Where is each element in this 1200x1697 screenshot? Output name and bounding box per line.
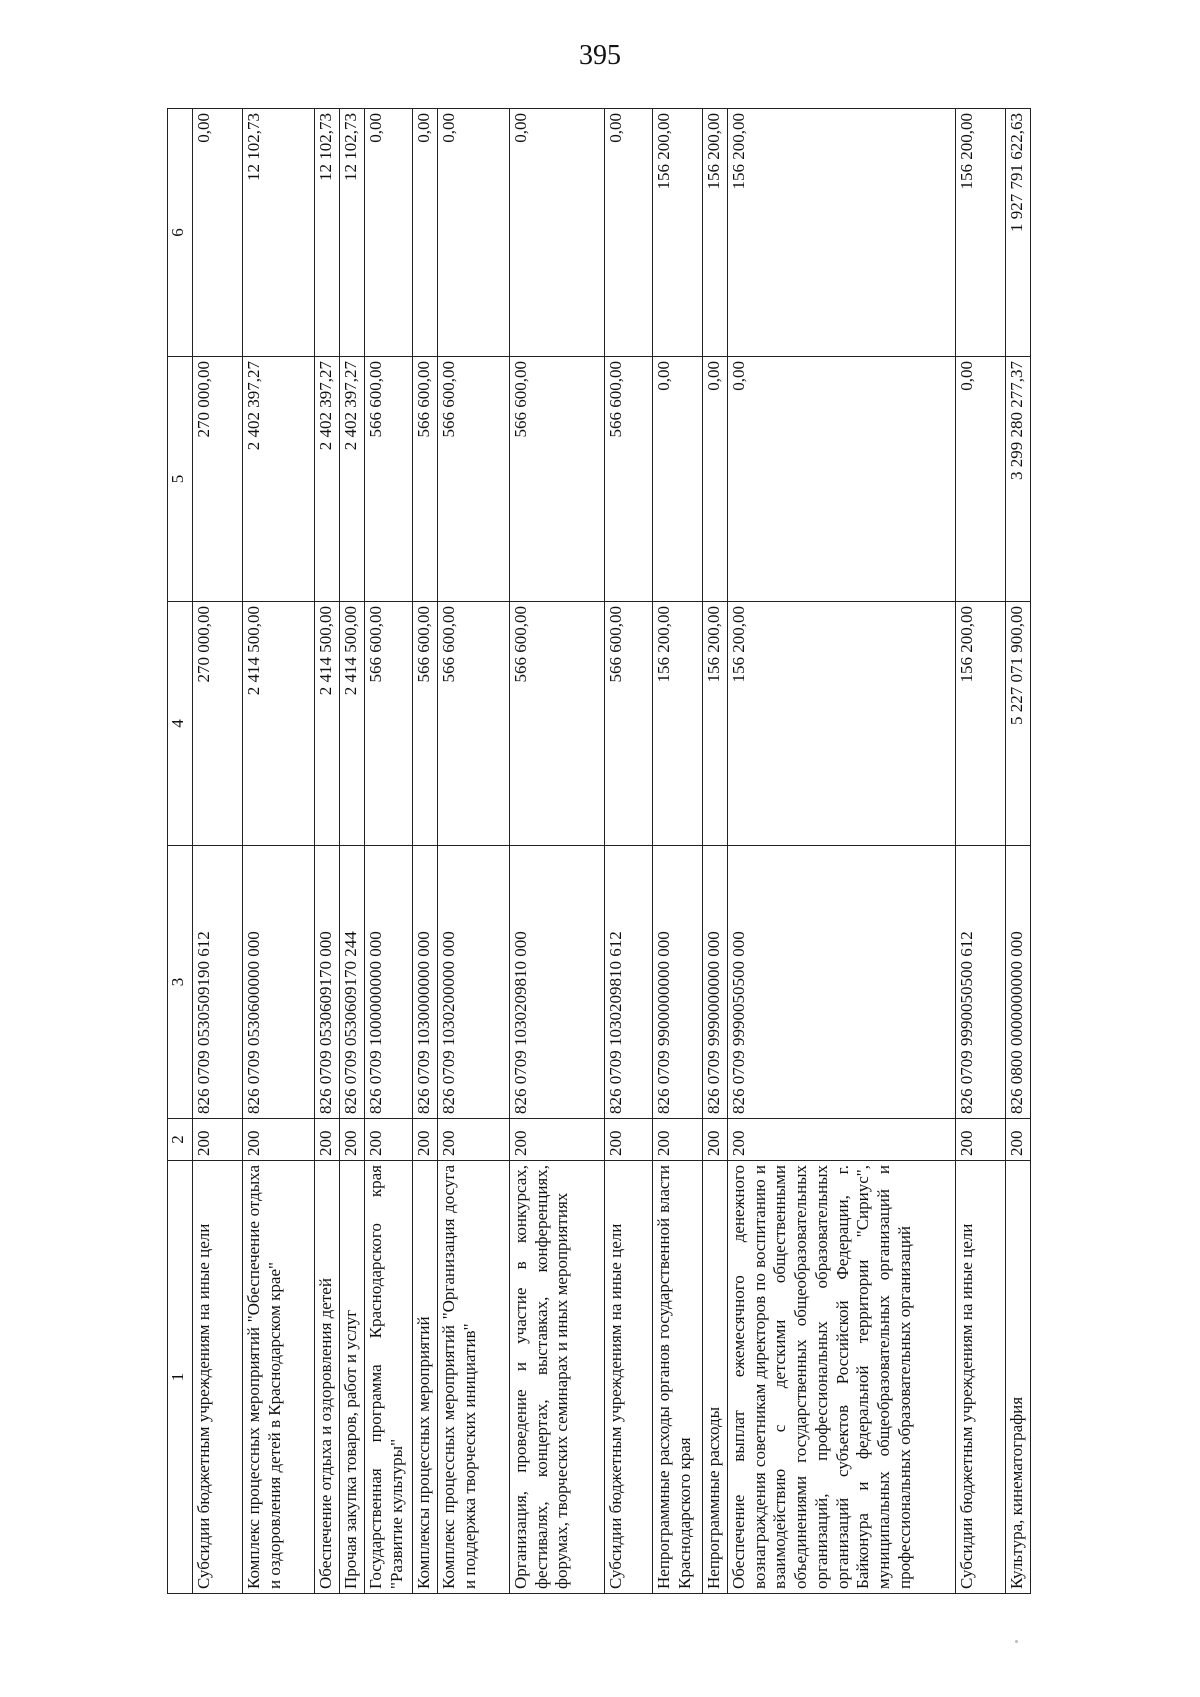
row-code: 200 bbox=[703, 1119, 728, 1161]
row-unexecuted: 0,00 bbox=[510, 109, 605, 357]
table-row bbox=[728, 109, 956, 1594]
header-col-1: 1 bbox=[168, 1161, 193, 1594]
row-approved: 156 200,00 bbox=[728, 602, 956, 846]
row-name: Комплекс процессных мероприятий "Организация досуга и поддержка творческих инициатив" bbox=[438, 1161, 510, 1594]
row-approved: 270 000,00 bbox=[193, 602, 243, 846]
row-unexecuted: 0,00 bbox=[365, 109, 413, 357]
header-col-2: 2 bbox=[168, 1119, 193, 1161]
row-approved: 156 200,00 bbox=[956, 602, 1006, 846]
row-unexecuted: 12 102,73 bbox=[315, 109, 340, 357]
row-code: 200 bbox=[1006, 1119, 1031, 1161]
row-unexecuted: 156 200,00 bbox=[653, 109, 703, 357]
row-code: 200 bbox=[340, 1119, 365, 1161]
row-classification: 826 0709 0530609170 244 bbox=[340, 846, 365, 1119]
row-code: 200 bbox=[413, 1119, 438, 1161]
row-code: 200 bbox=[510, 1119, 605, 1161]
row-classification: 826 0709 9990050500 612 bbox=[956, 846, 1006, 1119]
page-number: 395 bbox=[579, 40, 621, 71]
row-approved: 2 414 500,00 bbox=[315, 602, 340, 846]
row-executed: 566 600,00 bbox=[438, 357, 510, 602]
row-executed: 2 402 397,27 bbox=[243, 357, 315, 602]
row-unexecuted: 0,00 bbox=[605, 109, 653, 357]
row-classification: 826 0709 0530600000 000 bbox=[243, 846, 315, 1119]
table-row bbox=[365, 109, 413, 1594]
scan-speck bbox=[1015, 1640, 1018, 1643]
table-row bbox=[438, 109, 510, 1594]
row-approved: 566 600,00 bbox=[438, 602, 510, 846]
row-executed: 0,00 bbox=[703, 357, 728, 602]
row-code: 200 bbox=[193, 1119, 243, 1161]
row-classification: 826 0709 1000000000 000 bbox=[365, 846, 413, 1119]
row-classification: 826 0709 9900000000 000 bbox=[653, 846, 703, 1119]
row-approved: 5 227 071 900,00 bbox=[1006, 602, 1031, 846]
table-row bbox=[413, 109, 438, 1594]
row-approved: 566 600,00 bbox=[510, 602, 605, 846]
row-name: Обеспечение выплат ежемесячного денежного вознаграждения советникам директоров по воспитанию и взаимодействию с детскими общественными объединениями государственных общеобразовательных организаций, профессиональных образовательных организаций субъектов Российской Федерации, г. Байконура и федеральной территории "Сириус", муниципальных общеобразовательных организаций и профессиональных образовательных организаций bbox=[728, 1161, 956, 1594]
row-approved: 156 200,00 bbox=[703, 602, 728, 846]
row-code: 200 bbox=[438, 1119, 510, 1161]
rotated-table-frame bbox=[167, 109, 1127, 1594]
row-executed: 0,00 bbox=[956, 357, 1006, 602]
row-code: 200 bbox=[605, 1119, 653, 1161]
row-unexecuted: 156 200,00 bbox=[703, 109, 728, 357]
row-code: 200 bbox=[728, 1119, 956, 1161]
row-name: Обеспечение отдыха и оздоровления детей bbox=[315, 1161, 340, 1594]
header-col-6: 6 bbox=[168, 109, 193, 357]
row-classification: 826 0709 1030209810 000 bbox=[510, 846, 605, 1119]
row-approved: 566 600,00 bbox=[365, 602, 413, 846]
row-unexecuted: 12 102,73 bbox=[243, 109, 315, 357]
row-code: 200 bbox=[365, 1119, 413, 1161]
budget-execution-table bbox=[167, 108, 1031, 1594]
row-name: Комплекс процессных мероприятий "Обеспечение отдыха и оздоровления детей в Краснодарском крае" bbox=[243, 1161, 315, 1594]
table-row bbox=[340, 109, 365, 1594]
row-code: 200 bbox=[653, 1119, 703, 1161]
row-approved: 566 600,00 bbox=[605, 602, 653, 846]
row-name: Прочая закупка товаров, работ и услуг bbox=[340, 1161, 365, 1594]
row-classification: 826 0709 0530509190 612 bbox=[193, 846, 243, 1119]
header-col-5: 5 bbox=[168, 357, 193, 602]
row-name: Организация, проведение и участие в конкурсах, фестивалях, концертах, выставках, конференциях, форумах, творческих семинарах и иных мероприятиях bbox=[510, 1161, 605, 1594]
row-unexecuted: 1 927 791 622,63 bbox=[1006, 109, 1031, 357]
row-executed: 270 000,00 bbox=[193, 357, 243, 602]
row-executed: 0,00 bbox=[653, 357, 703, 602]
row-executed: 3 299 280 277,37 bbox=[1006, 357, 1031, 602]
row-approved: 2 414 500,00 bbox=[340, 602, 365, 846]
table-row bbox=[315, 109, 340, 1594]
row-approved: 566 600,00 bbox=[413, 602, 438, 846]
row-classification: 826 0709 1030209810 612 bbox=[605, 846, 653, 1119]
header-row bbox=[168, 109, 193, 1594]
row-name: Субсидии бюджетным учреждениям на иные цели bbox=[956, 1161, 1006, 1594]
table-row bbox=[510, 109, 605, 1594]
row-code: 200 bbox=[243, 1119, 315, 1161]
row-classification: 826 0800 0000000000 000 bbox=[1006, 846, 1031, 1119]
row-name: Государственная программа Краснодарского края "Развитие культуры" bbox=[365, 1161, 413, 1594]
row-unexecuted: 0,00 bbox=[413, 109, 438, 357]
table-row bbox=[653, 109, 703, 1594]
row-unexecuted: 156 200,00 bbox=[728, 109, 956, 357]
table-row bbox=[703, 109, 728, 1594]
row-executed: 566 600,00 bbox=[510, 357, 605, 602]
table-row bbox=[956, 109, 1006, 1594]
row-unexecuted: 0,00 bbox=[438, 109, 510, 357]
row-executed: 566 600,00 bbox=[413, 357, 438, 602]
row-classification: 826 0709 9990000000 000 bbox=[703, 846, 728, 1119]
row-name: Непрограммные расходы bbox=[703, 1161, 728, 1594]
row-classification: 826 0709 1030200000 000 bbox=[438, 846, 510, 1119]
row-approved: 156 200,00 bbox=[653, 602, 703, 846]
table-container bbox=[167, 109, 1127, 1594]
row-code: 200 bbox=[956, 1119, 1006, 1161]
row-unexecuted: 12 102,73 bbox=[340, 109, 365, 357]
header-col-3: 3 bbox=[168, 846, 193, 1119]
header-col-4: 4 bbox=[168, 602, 193, 846]
row-name: Культура, кинематография bbox=[1006, 1161, 1031, 1594]
table-row bbox=[1006, 109, 1031, 1594]
row-code: 200 bbox=[315, 1119, 340, 1161]
row-classification: 826 0709 1030000000 000 bbox=[413, 846, 438, 1119]
row-name: Комплексы процессных мероприятий bbox=[413, 1161, 438, 1594]
table-row bbox=[243, 109, 315, 1594]
row-executed: 2 402 397,27 bbox=[315, 357, 340, 602]
row-name: Непрограммные расходы органов государственной власти Краснодарского края bbox=[653, 1161, 703, 1594]
table-row bbox=[605, 109, 653, 1594]
row-executed: 0,00 bbox=[728, 357, 956, 602]
row-classification: 826 0709 0530609170 000 bbox=[315, 846, 340, 1119]
row-classification: 826 0709 9990050500 000 bbox=[728, 846, 956, 1119]
row-approved: 2 414 500,00 bbox=[243, 602, 315, 846]
row-name: Субсидии бюджетным учреждениям на иные цели bbox=[605, 1161, 653, 1594]
row-executed: 566 600,00 bbox=[605, 357, 653, 602]
row-executed: 2 402 397,27 bbox=[340, 357, 365, 602]
row-executed: 566 600,00 bbox=[365, 357, 413, 602]
row-name: Субсидии бюджетным учреждениям на иные цели bbox=[193, 1161, 243, 1594]
row-unexecuted: 0,00 bbox=[193, 109, 243, 357]
table-row bbox=[193, 109, 243, 1594]
row-unexecuted: 156 200,00 bbox=[956, 109, 1006, 357]
